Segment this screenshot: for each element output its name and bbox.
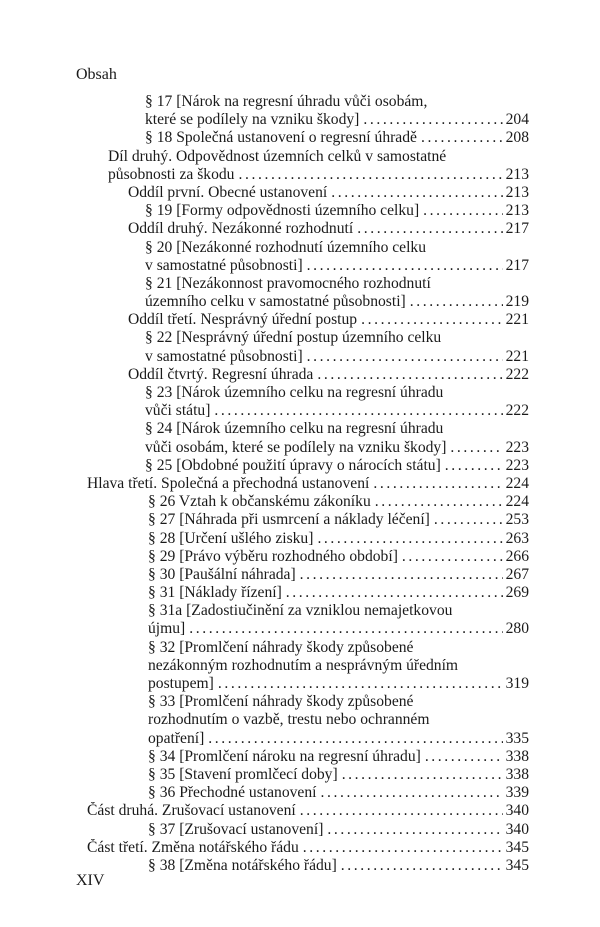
toc-entry-line <box>0 693 600 711</box>
toc-entry-title: § 19 [Formy odpovědnosti územního celku] <box>145 202 420 220</box>
toc-entry-line <box>0 548 600 566</box>
toc-entry-title: Oddíl třetí. Nesprávný úřední postup <box>128 311 358 329</box>
toc-entry-title: působnosti za škodu <box>108 165 235 183</box>
dot-leader <box>425 748 503 766</box>
toc-entry-page: 319 <box>505 675 529 692</box>
toc-entry-title: Díl druhý. Odpovědnost územních celků v samostatné <box>108 147 447 165</box>
toc-entry <box>0 693 600 748</box>
toc-entry-page: 338 <box>505 747 529 765</box>
dot-leader <box>307 257 503 275</box>
toc-entry-title: Část třetí. Změna notářského řádu <box>87 838 299 856</box>
toc-entry-title: Část druhá. Zrušovací ustanovení <box>87 802 296 820</box>
toc-entry-title: vůči státu] <box>145 402 211 420</box>
toc-entry <box>0 839 600 857</box>
toc-entry-line <box>0 93 600 111</box>
toc-entry <box>0 802 600 820</box>
toc-entry-title: § 32 [Promlčení náhrady škody způsobené <box>148 638 414 656</box>
dot-leader <box>402 548 503 566</box>
toc-entry-title: v samostatné působnosti] <box>145 347 303 365</box>
toc-entry-line <box>0 675 600 693</box>
toc-entry-page: 217 <box>505 256 529 274</box>
toc-entry-line <box>0 202 600 220</box>
toc-entry-line <box>0 457 600 475</box>
toc-entry <box>0 566 600 584</box>
dot-leader <box>373 475 502 493</box>
toc-entry-line <box>0 620 600 638</box>
toc-entry-title: Oddíl druhý. Nezákonné rozhodnutí <box>128 220 354 238</box>
dot-leader <box>208 730 502 748</box>
toc-entry <box>0 766 600 784</box>
dot-leader <box>434 511 503 529</box>
toc-entry-page: 219 <box>505 293 529 311</box>
toc-entry-line <box>0 711 600 729</box>
toc-entry-line <box>0 639 600 657</box>
toc-entry-page: 217 <box>505 220 529 238</box>
toc-entry <box>0 384 600 420</box>
toc-entry-line <box>0 730 600 748</box>
dot-leader <box>331 184 502 202</box>
toc-entry <box>0 475 600 493</box>
toc-entry <box>0 821 600 839</box>
dot-leader <box>317 366 502 384</box>
toc-entry-title: § 38 [Změna notářského řádu] <box>148 856 337 874</box>
toc-entry <box>0 329 600 365</box>
toc-entry-title: § 36 Přechodné ustanovení <box>148 784 317 802</box>
toc-entry-title: § 27 [Náhrada při usmrcení a náklady léčení] <box>148 511 430 529</box>
toc-entry-title: § 31 [Náklady řízení] <box>148 584 282 602</box>
dot-leader <box>307 348 503 366</box>
toc-entry-title: v samostatné působnosti] <box>145 256 303 274</box>
toc-entry-page: 338 <box>505 765 529 783</box>
toc-entry-line <box>0 257 600 275</box>
toc-entry <box>0 420 600 456</box>
toc-entry <box>0 220 600 238</box>
toc-entry-title: § 25 [Obdobné použití úpravy o nárocích státu] <box>145 456 441 474</box>
toc-entry-line <box>0 311 600 329</box>
toc-entry-line <box>0 366 600 384</box>
toc-entry <box>0 148 600 184</box>
toc-entry-page: 204 <box>505 111 529 129</box>
toc-entry <box>0 639 600 694</box>
toc-entry-page: 253 <box>505 511 529 529</box>
toc-entry-page: 340 <box>505 820 529 838</box>
toc-entry-page: 223 <box>505 456 529 474</box>
toc-entry-title: § 24 [Nárok územního celku na regresní úhradu <box>145 420 444 438</box>
dot-leader <box>300 802 503 820</box>
toc-entry-title: § 29 [Právo výběru rozhodného období] <box>148 547 398 565</box>
toc-entry-title: § 30 [Paušální náhrada] <box>148 565 296 583</box>
toc-entry-page: 221 <box>505 311 529 329</box>
toc-entry-line <box>0 802 600 820</box>
page-header: Obsah <box>76 66 117 83</box>
dot-leader <box>327 821 502 839</box>
table-of-contents <box>0 93 600 875</box>
toc-entry-line <box>0 420 600 438</box>
toc-entry-title: § 18 Společná ustanovení o regresní úhradě <box>145 129 417 147</box>
toc-entry-line <box>0 402 600 420</box>
toc-entry-line <box>0 166 600 184</box>
toc-entry <box>0 548 600 566</box>
toc-entry-line <box>0 493 600 511</box>
dot-leader <box>189 620 502 638</box>
toc-entry <box>0 493 600 511</box>
toc-entry-page: 213 <box>505 183 529 201</box>
toc-entry-title: § 26 Vztah k občanskému zákoníku <box>148 493 371 511</box>
dot-leader <box>423 202 502 220</box>
toc-entry <box>0 93 600 129</box>
toc-entry-page: 221 <box>505 347 529 365</box>
toc-entry <box>0 784 600 802</box>
toc-entry <box>0 184 600 202</box>
toc-entry-page: 339 <box>505 784 529 802</box>
toc-entry <box>0 584 600 602</box>
toc-entry-title: § 35 [Stavení promlčecí doby] <box>148 765 338 783</box>
toc-entry-line <box>0 439 600 457</box>
toc-entry-title: Hlava třetí. Společná a přechodná ustanovení <box>87 474 370 492</box>
toc-entry-page: 345 <box>505 838 529 856</box>
toc-entry-page: 213 <box>505 202 529 220</box>
dot-leader <box>218 675 503 693</box>
toc-entry-line <box>0 766 600 784</box>
toc-entry-title: územního celku v samostatné působnosti] <box>145 293 406 311</box>
toc-entry-line <box>0 511 600 529</box>
toc-entry-page: 222 <box>505 402 529 420</box>
toc-entry <box>0 602 600 638</box>
toc-entry-page: 345 <box>505 856 529 874</box>
toc-entry-page: 213 <box>505 165 529 183</box>
toc-entry-title: vůči osobám, které se podílely na vzniku škody] <box>145 438 447 456</box>
toc-entry-line <box>0 275 600 293</box>
toc-entry-title: § 34 [Promlčení nároku na regresní úhradu] <box>148 747 421 765</box>
dot-leader <box>375 493 503 511</box>
toc-entry-title: Oddíl čtvrtý. Regresní úhrada <box>128 365 314 383</box>
toc-entry-title: § 33 [Promlčení náhrady škody způsobené <box>148 693 414 711</box>
toc-entry <box>0 275 600 311</box>
dot-leader <box>445 457 503 475</box>
toc-entry-title: § 28 [Určení ušlého zisku] <box>148 529 314 547</box>
toc-entry-page: 224 <box>505 493 529 511</box>
toc-entry-line <box>0 329 600 347</box>
toc-entry-title: nezákonným rozhodnutím a nesprávným úředním <box>148 656 459 674</box>
toc-entry <box>0 202 600 220</box>
toc-entry-page: 263 <box>505 529 529 547</box>
toc-entry-page: 340 <box>505 802 529 820</box>
toc-entry <box>0 311 600 329</box>
toc-entry-title: § 20 [Nezákonné rozhodnutí územního celku <box>145 238 427 256</box>
toc-entry-page: 335 <box>505 729 529 747</box>
toc-entry-title: Oddíl první. Obecné ustanovení <box>128 183 328 201</box>
toc-entry-page: 280 <box>505 620 529 638</box>
toc-entry-line <box>0 220 600 238</box>
toc-entry-page: 267 <box>505 565 529 583</box>
toc-entry-line <box>0 111 600 129</box>
toc-entry-title: § 37 [Zrušovací ustanovení] <box>148 820 324 838</box>
toc-entry-page: 266 <box>505 547 529 565</box>
page-number: XIV <box>76 872 105 889</box>
dot-leader <box>214 402 502 420</box>
toc-entry <box>0 366 600 384</box>
toc-entry-title: § 31a [Zadostiučinění za vzniklou nemajetkovou <box>148 602 453 620</box>
dot-leader <box>300 566 503 584</box>
toc-entry-page: 208 <box>505 129 529 147</box>
toc-entry-line <box>0 584 600 602</box>
dot-leader <box>450 439 502 457</box>
toc-entry-line <box>0 129 600 147</box>
toc-entry <box>0 129 600 147</box>
toc-entry-title: postupem] <box>148 675 214 692</box>
dot-leader <box>342 766 503 784</box>
toc-entry-line <box>0 566 600 584</box>
toc-entry-title: které se podílely na vzniku škody] <box>145 111 360 129</box>
dot-leader <box>238 166 502 184</box>
toc-entry <box>0 239 600 275</box>
dot-leader <box>357 220 502 238</box>
toc-entry-line <box>0 239 600 257</box>
dot-leader <box>341 857 503 875</box>
toc-entry-title: § 17 [Nárok na regresní úhradu vůči osobám, <box>145 93 428 110</box>
toc-entry-line <box>0 602 600 620</box>
toc-entry-line <box>0 475 600 493</box>
toc-entry-line <box>0 530 600 548</box>
toc-entry-line <box>0 348 600 366</box>
toc-entry-page: 224 <box>505 474 529 492</box>
toc-entry-line <box>0 784 600 802</box>
dot-leader <box>317 530 502 548</box>
toc-entry-title: rozhodnutím o vazbě, trestu nebo ochranném <box>148 711 430 729</box>
toc-entry <box>0 511 600 529</box>
toc-entry-line <box>0 384 600 402</box>
toc-entry-title: § 23 [Nárok územního celku na regresní úhradu <box>145 384 444 401</box>
toc-entry-page: 223 <box>505 438 529 456</box>
toc-entry-line <box>0 657 600 675</box>
toc-entry-line <box>0 148 600 166</box>
dot-leader <box>303 839 503 857</box>
toc-entry-title: § 21 [Nezákonnost pravomocného rozhodnutí <box>145 274 431 292</box>
toc-entry-line <box>0 293 600 311</box>
dot-leader <box>421 129 503 147</box>
toc-entry-title: § 22 [Nesprávný úřední postup územního celku <box>145 329 442 347</box>
toc-entry <box>0 457 600 475</box>
dot-leader <box>363 111 502 129</box>
toc-entry-line <box>0 748 600 766</box>
toc-entry-page: 269 <box>505 584 529 602</box>
dot-leader <box>320 784 502 802</box>
toc-entry-title: opatření] <box>148 729 205 747</box>
dot-leader <box>361 311 503 329</box>
toc-entry-line <box>0 839 600 857</box>
toc-entry-line <box>0 821 600 839</box>
toc-entry-title: újmu] <box>148 620 186 638</box>
dot-leader <box>286 584 503 602</box>
toc-entry-page: 222 <box>505 365 529 383</box>
toc-entry-line <box>0 184 600 202</box>
toc-entry <box>0 748 600 766</box>
dot-leader <box>410 293 503 311</box>
toc-entry <box>0 530 600 548</box>
